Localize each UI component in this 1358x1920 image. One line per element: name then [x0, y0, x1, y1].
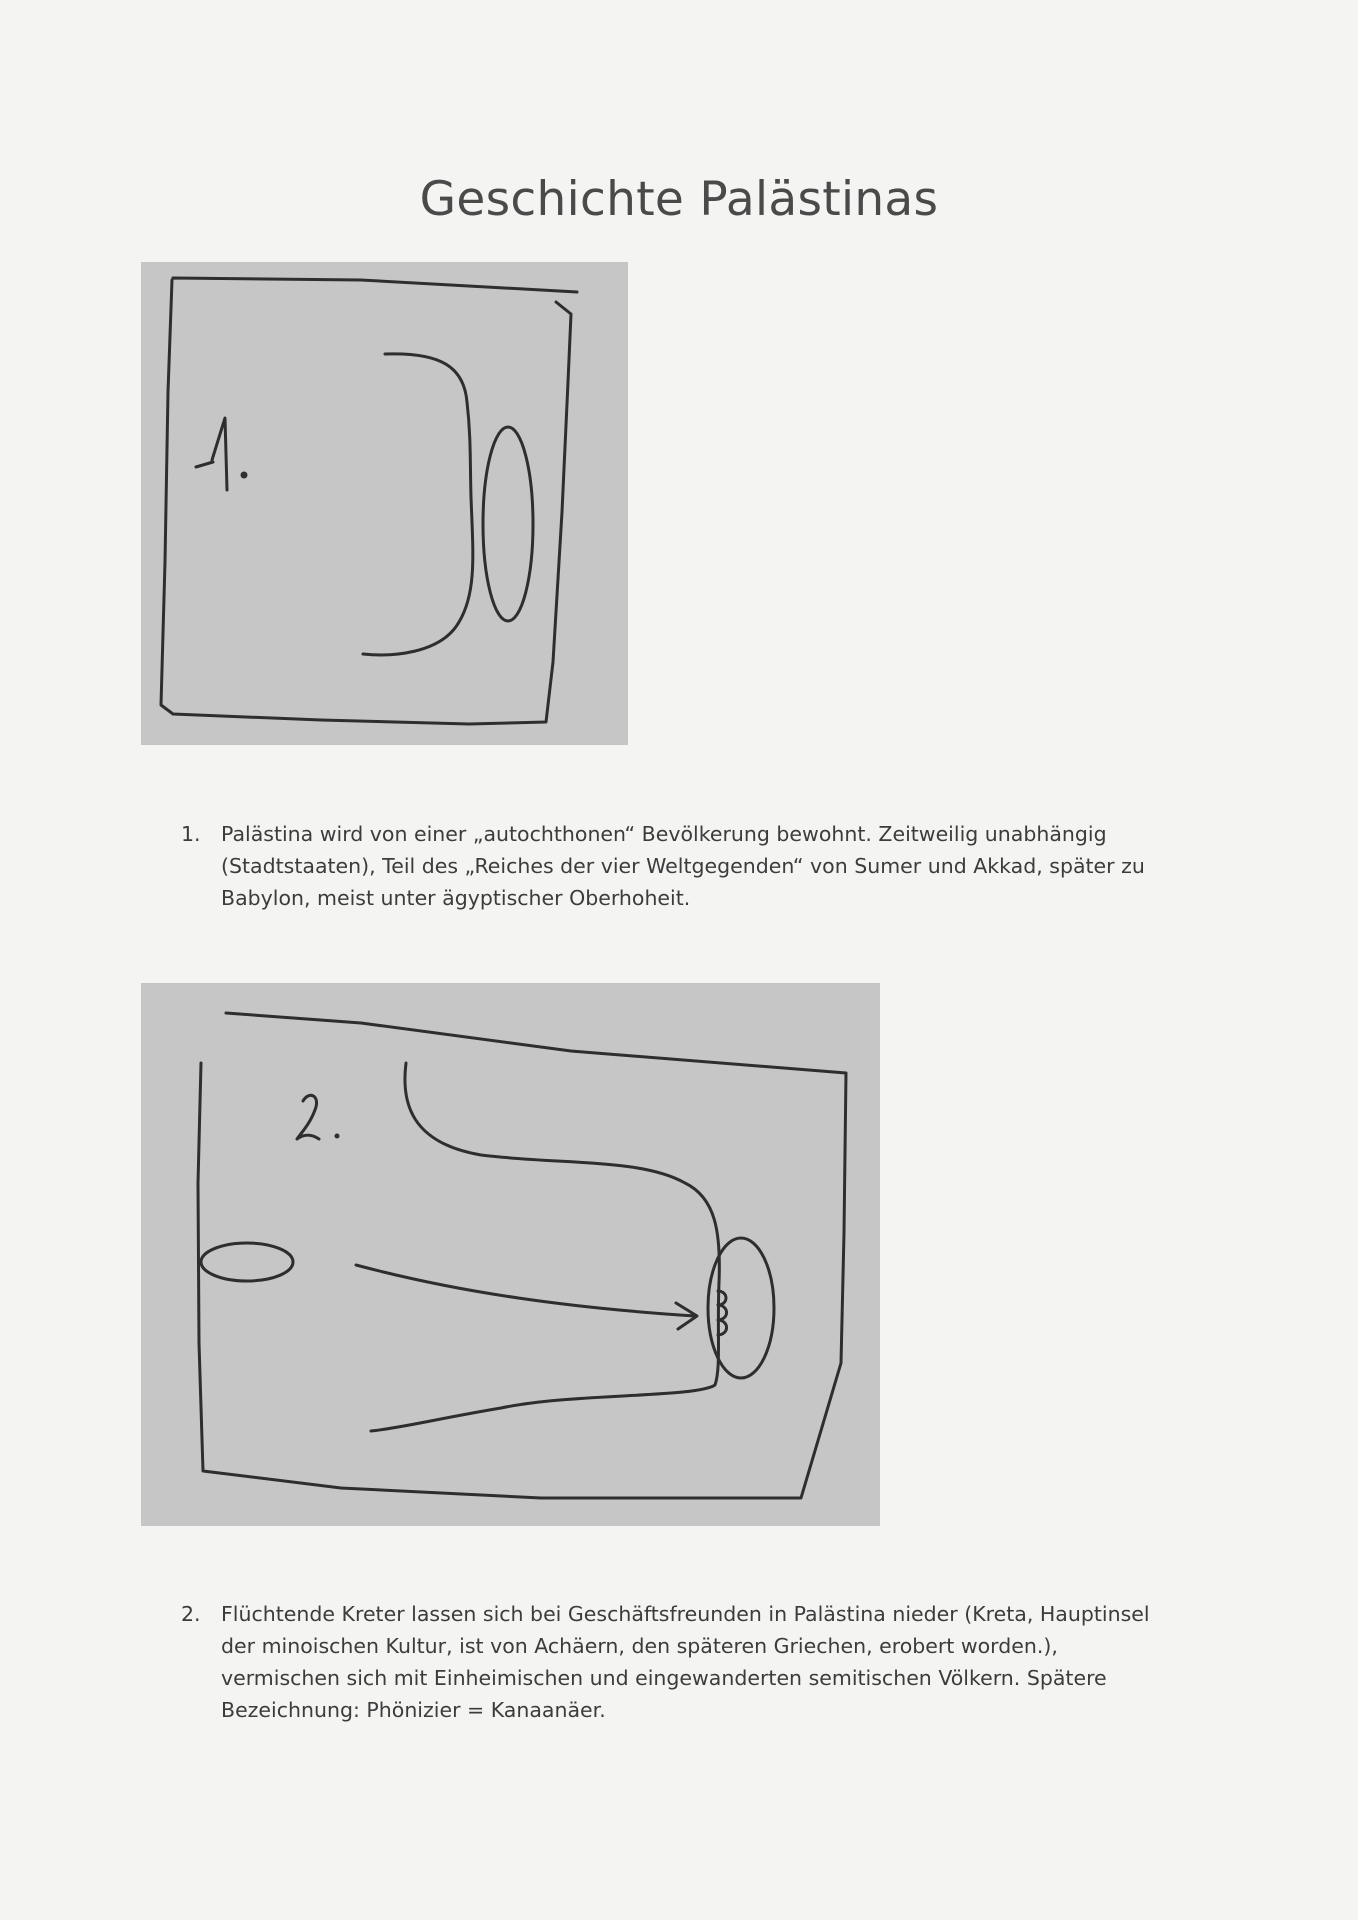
item-number: 2. [181, 1602, 201, 1626]
sketch-2-coast [371, 1063, 719, 1431]
item-text [221, 818, 1221, 914]
sketch-2-arrow [356, 1265, 697, 1329]
item-line: Flüchtende Kreter lassen sich bei Geschäftsfreunden in Palästina nieder (Kreta, Hauptinsel [221, 1602, 1150, 1626]
sketch-1-drawing [141, 262, 628, 745]
sketch-2-frame [198, 1013, 846, 1498]
list-item-2 [181, 1598, 1281, 1728]
item-line: Babylon, meist unter ägyptischer Oberhoheit. [221, 886, 691, 910]
page-title: Geschichte Palästinas [419, 172, 939, 227]
sketch-1-frame [161, 278, 577, 724]
item-line: der minoischen Kultur, ist von Achäern, den späteren Griechen, erobert worden.), [221, 1634, 1058, 1658]
sketch-1-island [483, 427, 533, 621]
sketch-2-drawing [141, 983, 880, 1526]
item-number: 1. [181, 822, 201, 846]
sketch-image-1 [141, 262, 628, 745]
sketch-2-crete [201, 1243, 293, 1281]
list-item-1 [181, 818, 1281, 918]
item-text [221, 1598, 1221, 1726]
sketch-2-numeral-two [297, 1095, 319, 1139]
item-line: Bezeichnung: Phönizier = Kanaanäer. [221, 1698, 606, 1722]
item-line: Palästina wird von einer „autochthonen“ Bevölkerung bewohnt. Zeitweilig unabhängig [221, 822, 1107, 846]
item-line: (Stadtstaaten), Teil des „Reiches der vier Weltgegenden“ von Sumer und Akkad, später zu [221, 854, 1145, 878]
sketch-1-coast [363, 354, 473, 655]
sketch-image-2 [141, 983, 880, 1526]
item-line: vermischen sich mit Einheimischen und eingewanderten semitischen Völkern. Spätere [221, 1666, 1107, 1690]
sketch-1-numeral-one [196, 418, 227, 490]
